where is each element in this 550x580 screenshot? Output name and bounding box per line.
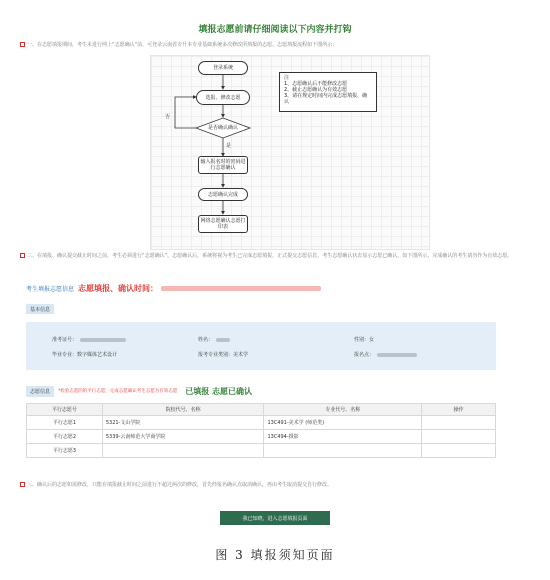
flow-no-label: 否 [165,114,171,120]
flow-note-item: 2、截止志愿确认为有效志愿 [284,87,348,93]
choice-header-row [26,384,496,398]
basic-info-tab: 基本信息 [26,304,54,314]
choice-tab: 志愿信息 [26,386,54,397]
notice-3 [20,482,535,489]
col-header: 平行志愿号 [27,404,103,416]
notice-3-text: 三、确认后的志愿如需修改，只能在填报截止时间之前进行不超过两次的修改，首先经报名确认点取消确认，再由考生取消提交自行修改。 [27,482,333,488]
flow-done: 志愿确认完成 [198,188,248,201]
name-blurred [216,338,230,342]
gender-label: 性别： [354,337,370,343]
flow-print: 网络志愿确认志愿打印表 [198,215,248,233]
apply-field [198,351,248,358]
flow-note [279,72,377,112]
gender-value: 女 [369,337,375,343]
notice-2 [20,253,535,260]
choice-hint: *检验志愿的的平行志愿，完成志愿确认考生志愿为有效志愿 [58,389,178,394]
name-label: 姓名： [198,337,214,343]
status-time-blurred [161,286,321,291]
col-header: 操作 [422,404,496,416]
flow-note-item: 1、志愿确认后不能修改志愿 [284,81,348,87]
flow-confirm: 输入报名时的密码进行志愿确认 [198,156,248,174]
cell-major: 13C494-摄影 [264,430,422,444]
point-label: 报名点： [354,352,375,358]
cell-school: 5321-文山学院 [102,416,264,430]
cell-school: 5339-云南师范大学商学院 [102,430,264,444]
cell-major: 13C491-美术学 (师范类) [264,416,422,430]
table-row [27,430,496,444]
flow-edit: 选报、修改志愿 [196,90,250,105]
table-header-row [27,404,496,416]
notice-2-text: 二、在填报、确认提交截止时间之前，考生必须进行“志愿确认”。志愿确认后，系统将视为考生已完成志愿填报，正式提交志愿信息，考生志愿确认状态显示志愿已确认，如下图所示。完成确认的考生请勿作为有效志愿。 [27,253,513,259]
notice-1 [20,42,535,49]
notice-1-text: 一、在志愿填报期间，考生未进行网上“志愿确认”前，可登录云南省专升本专业基础系统多次修改所填报的志愿。志愿填报流程如下图所示： [27,42,338,48]
name-field [198,336,230,343]
flow-note-title: 注 [284,75,290,81]
cell-op[interactable] [422,444,496,458]
figure-caption: 图 3 填报须知页面 [215,548,335,562]
exam-no-field [52,336,126,343]
status-label: 考生填报志愿信息 [26,285,75,293]
cell-op[interactable] [422,416,496,430]
status-row [26,281,496,295]
point-blurred [377,353,417,357]
flow-yes-label: 是 [226,143,232,149]
exam-no-blurred [80,338,126,342]
page-title: 填报志愿前请仔细阅读以下内容并打钩 [198,25,352,35]
cell-major [264,444,422,458]
apply-label: 报考专业类别： [198,352,234,358]
choices-table [26,403,496,458]
notice-checkbox-3[interactable] [20,482,25,487]
flow-decision: 是否确认确认 [207,125,238,131]
status-value: 志愿填报、确认时间： [78,283,159,293]
cell-no: 平行志愿1 [27,416,103,430]
point-field [354,351,417,358]
cell-no: 平行志愿3 [27,444,103,458]
notice-checkbox-2[interactable] [20,253,25,258]
exam-no-label: 准考证号： [52,337,78,343]
flow-start: 登录系统 [198,61,248,75]
cell-op[interactable] [422,430,496,444]
gender-field [354,336,374,343]
table-row [27,416,496,430]
major-label: 毕业专业： [52,352,78,358]
flow-note-item: 3、请在规定时间内完成志愿填报、确认 [284,93,368,105]
cell-no: 平行志愿2 [27,430,103,444]
col-header: 院校代号、名称 [102,404,264,416]
cell-school [102,444,264,458]
notice-checkbox-1[interactable] [20,42,25,47]
major-field [52,351,117,358]
apply-value: 美术学 [233,352,249,358]
col-header: 专业代号、名称 [264,404,422,416]
table-row [27,444,496,458]
major-value: 数字媒体艺术设计 [77,352,118,358]
confirm-enter-button[interactable]: 我已知晓，进入志愿填报页面 [220,511,330,525]
basic-info-panel [26,322,496,370]
flowchart [150,55,430,250]
choice-state: 已填报 志愿已确认 [185,386,253,396]
